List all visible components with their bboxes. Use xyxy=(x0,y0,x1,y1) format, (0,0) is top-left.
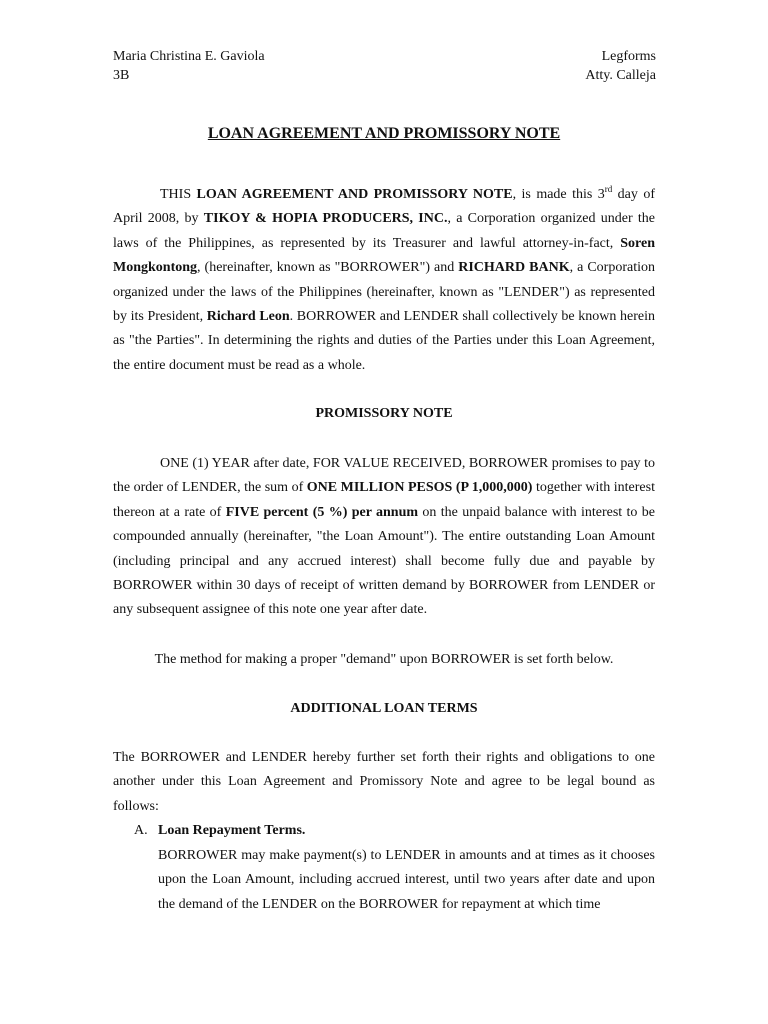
borrower-representative-name: Soren Mongkontong xyxy=(113,235,655,276)
intro-text-3: day of April 2008, by xyxy=(113,187,655,227)
header-right xyxy=(585,47,656,85)
document-title: LOAN AGREEMENT AND PROMISSORY NOTE xyxy=(207,125,561,142)
ordinal-suffix: rd xyxy=(604,184,613,194)
additional-terms-heading: ADDITIONAL LOAN TERMS xyxy=(290,701,478,716)
promissory-text-2: together with interest thereon at a rate of xyxy=(113,480,655,520)
promissory-text-3: on the unpaid balance with interest to be compounded annually (hereinafter, "the Loan Amount"). The entire outstanding Loan Amount (including principal and any accrued interest) shall become fully due and payable by BORROWER within 30 days of receipt of written demand by BORROWER from LENDER or any subsequent assignee of this note one year after date. xyxy=(113,504,655,618)
promissory-text-1: ONE (1) YEAR after date, FOR VALUE RECEIVED, BORROWER promises to pay to the order of LENDER, the sum of xyxy=(113,456,655,496)
header-left xyxy=(113,47,265,85)
term-a-heading: Loan Repayment Terms. xyxy=(158,823,306,838)
course-label: Legforms xyxy=(601,49,656,64)
intro-text-5: , (hereinafter, known as "BORROWER") and xyxy=(197,260,459,276)
intro-text-7: . BORROWER and LENDER shall collectively be known herein as "the Parties". In determining the rights and duties of the Parties under this Loan Agreement, the entire document must be read as a whole. xyxy=(113,309,655,373)
term-a-marker: A. xyxy=(134,823,148,838)
additional-terms-intro: The BORROWER and LENDER hereby further set forth their rights and obligations to one another under this Loan Agreement and Promissory Note and agree to be legal bound as follows: xyxy=(113,750,655,814)
author-name: Maria Christina E. Gaviola xyxy=(113,49,265,64)
term-a-body: BORROWER may make payment(s) to LENDER in amounts and at times as it chooses upon the Loan Amount, including accrued interest, until two years after date and upon the demand of the LENDER on the BORROWER for repayment at which time xyxy=(158,848,655,912)
promissory-note-heading: PROMISSORY NOTE xyxy=(315,406,453,421)
lender-company-name: RICHARD BANK xyxy=(458,260,570,276)
intro-paragraph xyxy=(113,183,655,378)
lender-representative-name: Richard Leon xyxy=(206,309,290,325)
borrower-company-name: TIKOY & HOPIA PRODUCERS, INC. xyxy=(203,211,448,227)
intro-agreement-name: LOAN AGREEMENT AND PROMISSORY NOTE xyxy=(196,187,513,202)
instructor-label: Atty. Calleja xyxy=(585,68,656,83)
intro-text-1: THIS xyxy=(160,187,197,202)
interest-rate: FIVE percent (5 %) per annum xyxy=(225,504,419,520)
promissory-paragraph xyxy=(113,452,655,623)
section-label: 3B xyxy=(113,68,130,83)
demand-method-line: The method for making a proper "demand" upon BORROWER is set forth below. xyxy=(154,652,614,667)
loan-principal-amount: ONE MILLION PESOS (P 1,000,000) xyxy=(306,480,533,496)
intro-text-4: , a Corporation organized under the laws of the Philippines, as represented by its Treasurer and lawful attorney-in-fact, xyxy=(113,211,655,251)
intro-text-2: , is made this 3 xyxy=(512,187,605,202)
intro-text-6: , a Corporation organized under the laws of the Philippines (hereinafter, known as "LENDER") as represented by its President, xyxy=(113,260,656,325)
